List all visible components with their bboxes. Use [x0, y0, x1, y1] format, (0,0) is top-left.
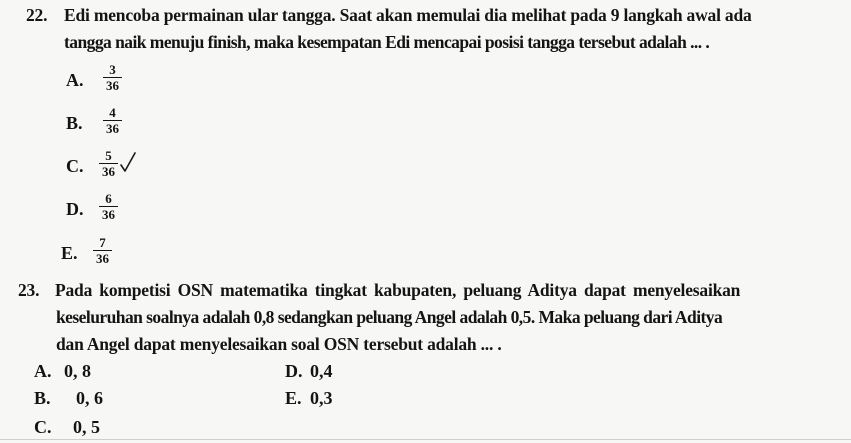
option-value: 0, 5 — [73, 417, 100, 437]
fraction-numerator: 5 — [105, 148, 112, 163]
check-icon — [119, 150, 137, 174]
option-fraction — [99, 149, 118, 178]
option-value: 0,4 — [310, 361, 333, 381]
fraction-numerator: 6 — [105, 191, 112, 206]
option-fraction — [103, 106, 122, 135]
fraction-denominator: 36 — [106, 121, 119, 136]
option-value: 0, 6 — [76, 388, 103, 408]
fraction-denominator: 36 — [102, 207, 115, 222]
option-letter: C. — [66, 156, 84, 176]
option-letter: A. — [66, 70, 84, 90]
question-22-number: 22. — [26, 5, 48, 25]
fraction-denominator: 36 — [102, 164, 115, 179]
option-fraction — [93, 236, 112, 265]
option-letter: C. — [34, 417, 52, 437]
option-fraction — [99, 192, 118, 221]
fraction-numerator: 7 — [99, 235, 106, 250]
question-23-line-3: dan Angel dapat menyelesaikan soal OSN tersebut adalah ... . — [56, 334, 502, 354]
fraction-numerator: 4 — [109, 105, 116, 120]
option-letter: A. — [34, 361, 52, 381]
page-edge-line — [0, 439, 851, 440]
question-23-line-2: keseluruhan soalnya adalah 0,8 sedangkan peluang Angel adalah 0,5. Maka peluang dari Aditya — [56, 307, 723, 327]
option-value: 0,3 — [310, 388, 333, 408]
question-23-line-1: Pada kompetisi OSN matematika tingkat kabupaten, peluang Aditya dapat menyelesaikan — [55, 280, 741, 300]
option-letter: D. — [285, 361, 303, 381]
fraction-numerator: 3 — [109, 62, 116, 77]
option-fraction — [103, 63, 122, 92]
question-23-number: 23. — [18, 280, 40, 300]
question-22-line-2: tangga naik menuju finish, maka kesempatan Edi mencapai posisi tangga tersebut adalah ... . — [64, 32, 710, 52]
option-letter: B. — [66, 113, 83, 133]
option-value: 0, 8 — [64, 361, 91, 381]
option-letter: E. — [285, 388, 302, 408]
option-letter: E. — [61, 243, 78, 263]
option-letter: D. — [66, 199, 84, 219]
option-letter: B. — [34, 388, 51, 408]
fraction-denominator: 36 — [106, 78, 119, 93]
fraction-denominator: 36 — [96, 251, 109, 266]
question-22-line-1: Edi mencoba permainan ular tangga. Saat akan memulai dia melihat pada 9 langkah awal ada — [64, 5, 752, 25]
